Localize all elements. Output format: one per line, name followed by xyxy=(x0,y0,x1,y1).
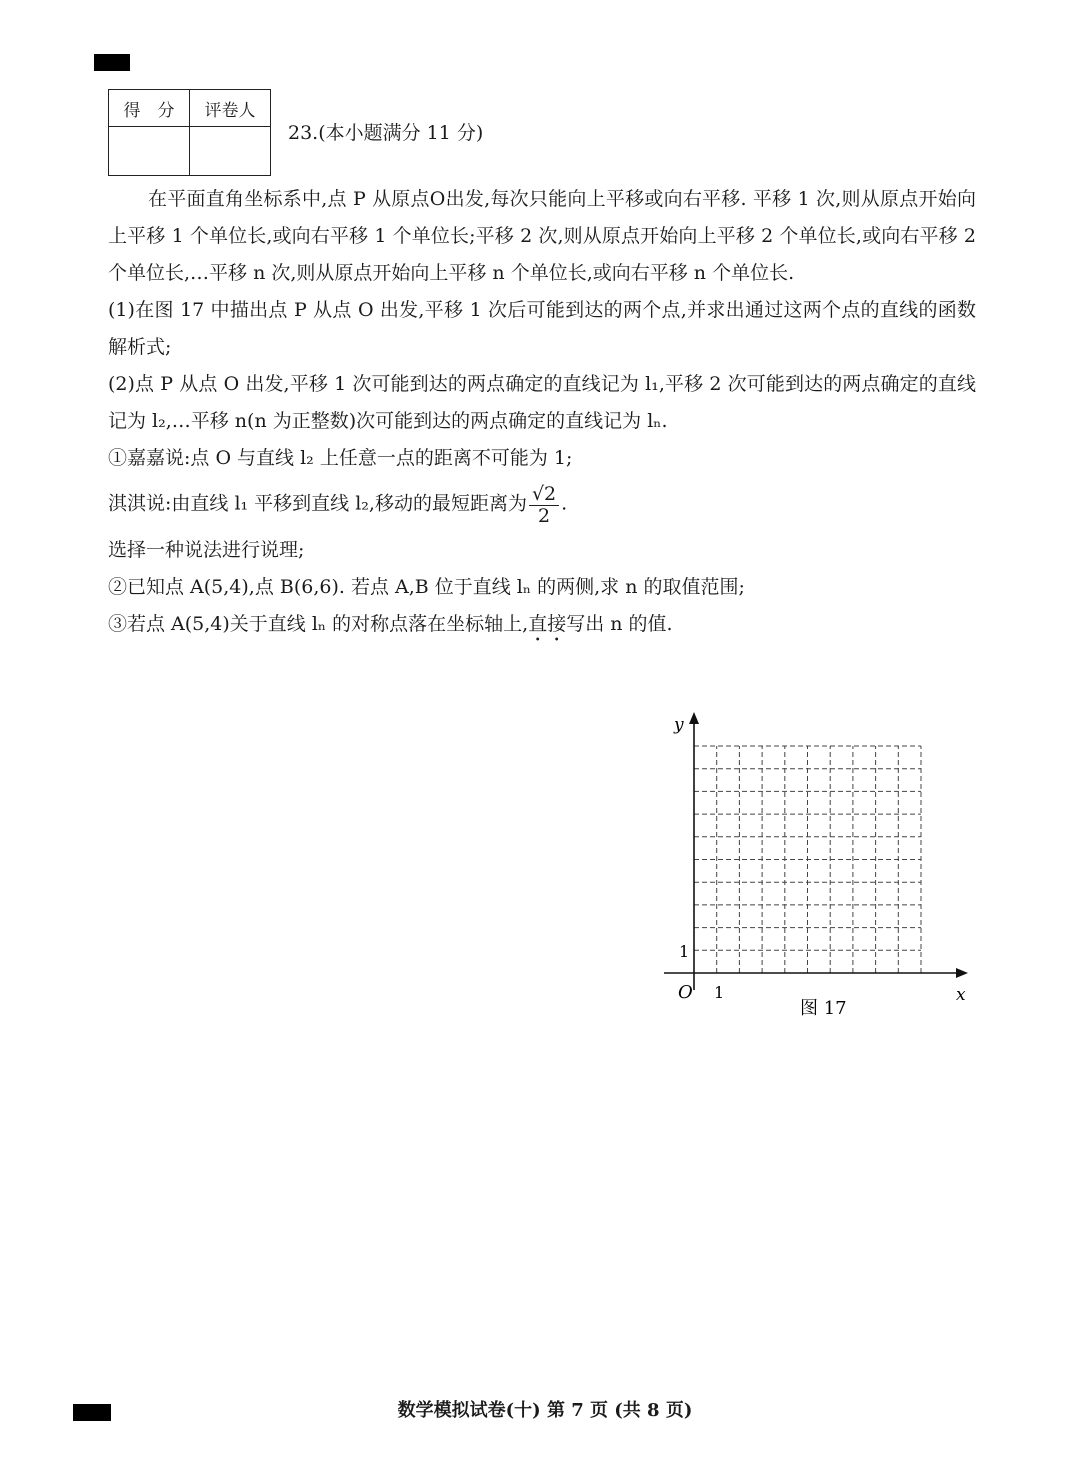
question-title: 23.(本小题满分 11 分) xyxy=(288,122,484,144)
grader-label: 评卷人 xyxy=(190,90,271,127)
x-axis-label: x xyxy=(956,985,966,1005)
sub3-text: ③若点 A(5,4)关于直线 lₙ 的对称点落在坐标轴上, xyxy=(108,613,529,635)
sub3-suffix: 写出 n 的值. xyxy=(566,613,673,635)
top-left-marker xyxy=(94,54,130,71)
fraction-numerator: √2 xyxy=(529,483,559,506)
sub-question-3 xyxy=(108,606,976,646)
score-cell[interactable] xyxy=(109,127,190,176)
qi-suffix: . xyxy=(561,492,568,515)
score-label: 得 分 xyxy=(109,90,190,127)
figure-17-grid xyxy=(640,700,980,1030)
sqrt2-over-2-fraction xyxy=(529,483,559,526)
x-tick-1: 1 xyxy=(714,983,725,1002)
sub-question-1-qi xyxy=(108,483,976,526)
part-2: (2)点 P 从点 O 出发,平移 1 次可能到达的两点确定的直线记为 l₁,平移 2 次可能到达的两点确定的直线记为 l₂,…平移 n(n 为正整数)次可能到达的两点确定的直线记为 lₙ. xyxy=(108,373,976,432)
qi-text: 淇淇说:由直线 l₁ 平移到直线 l₂,移动的最短距离为 xyxy=(108,492,527,515)
sub-question-1-choose: 选择一种说法进行说理; xyxy=(108,539,305,561)
fraction-denominator: 2 xyxy=(538,505,551,527)
y-tick-1: 1 xyxy=(679,942,690,961)
origin-label: O xyxy=(678,982,693,1003)
question-body xyxy=(108,181,976,646)
question-stem: 在平面直角坐标系中,点 P 从原点O出发,每次只能向上平移或向右平移. 平移 1 次,则从原点开始向上平移 1 个单位长,或向右平移 1 个单位长;平移 2 次,则从原点开始向上平移 2 个单位长,或向右平移 2 个单位长,…平移 n 次,则从原点开始向上平移 n 个单位长,或向右平移 n 个单位长. xyxy=(108,188,976,284)
score-table xyxy=(108,89,271,176)
x-axis-arrow-icon xyxy=(956,968,968,978)
sub-question-2: ②已知点 A(5,4),点 B(6,6). 若点 A,B 位于直线 lₙ 的两侧,求 n 的取值范围; xyxy=(108,576,745,598)
part-1: (1)在图 17 中描出点 P 从点 O 出发,平移 1 次后可能到达的两个点,并求出通过这两个点的直线的函数解析式; xyxy=(108,299,976,358)
emphasized-direct: 直接 xyxy=(528,613,567,635)
y-axis-label: y xyxy=(674,715,684,735)
dashed-grid xyxy=(694,746,921,973)
y-axis-arrow-icon xyxy=(689,712,699,724)
sub-question-1-jia: ①嘉嘉说:点 O 与直线 l₂ 上任意一点的距离不可能为 1; xyxy=(108,447,573,469)
page-footer: 数学模拟试卷(十) 第 7 页 (共 8 页) xyxy=(397,1400,693,1421)
grader-cell[interactable] xyxy=(190,127,271,176)
figure-caption: 图 17 xyxy=(800,998,847,1019)
